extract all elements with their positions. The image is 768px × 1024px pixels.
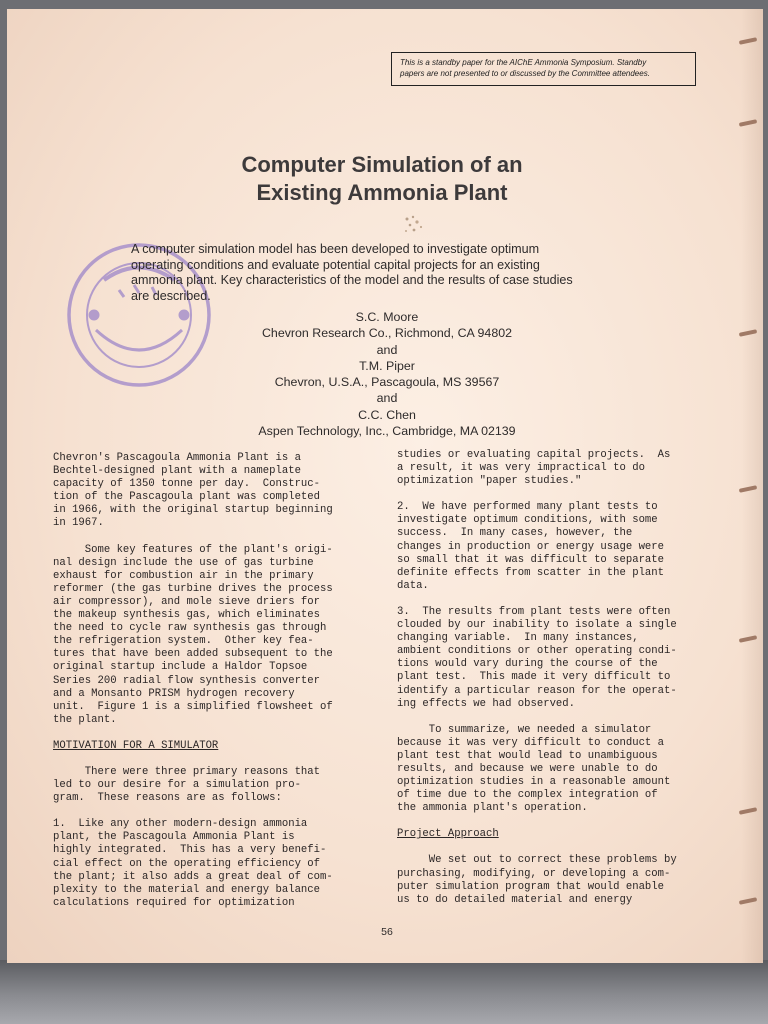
left-column <box>53 452 363 923</box>
body-paragraph: 3. The results from plant tests were often clouded by our inability to isolate a single changing variable. In many instances, ambient conditions or other operating condi- tions would vary during the course of the plant test. This made it very difficult to identify a particular reason for the operat- ing effects we had observed. <box>397 605 677 710</box>
abstract <box>131 242 621 304</box>
author-name: S.C. Moore <box>355 310 419 324</box>
notice-line: papers are not presented to or discussed by the Committee attendees. <box>400 69 650 78</box>
author-affiliation: Chevron, U.S.A., Pascagoula, MS 39567 <box>274 375 500 390</box>
author-separator: and <box>376 342 398 357</box>
body-paragraph: 1. Like any other modern-design ammonia plant, the Pascagoula Ammonia Plant is highly integrated. This has a very benefi- cial effect on the operating efficiency of the plant; it also adds a great deal of com- plexity to the material and energy balance calculations required for optimization <box>53 818 333 909</box>
body-paragraph: There were three primary reasons that led to our desire for a simulation pro- gram. These reasons are as follows: <box>53 765 321 805</box>
title-line: Existing Ammonia Plant <box>256 180 508 205</box>
abstract-line: ammonia plant. Key characteristics of the model and the results of case studies <box>131 273 573 287</box>
body-paragraph: We set out to correct these problems by purchasing, modifying, or developing a com- puter simulation program that would enable us to do detailed material and energy <box>397 854 677 906</box>
abstract-line: are described. <box>131 288 211 303</box>
section-heading: Project Approach <box>397 828 499 841</box>
author-block <box>157 309 617 439</box>
author-name: T.M. Piper <box>359 358 415 373</box>
standby-paper-notice <box>391 52 696 86</box>
notice-line: This is a standby paper for the AIChE Ammonia Symposium. Standby <box>400 58 647 67</box>
right-column <box>397 449 707 920</box>
scanner-background <box>0 960 768 1024</box>
abstract-line: A computer simulation model has been developed to investigate optimum <box>131 242 540 256</box>
author-affiliation: Aspen Technology, Inc., Cambridge, MA 02139 <box>258 424 516 439</box>
ink-speckle <box>399 209 429 239</box>
author-affiliation: Chevron Research Co., Richmond, CA 94802 <box>261 326 512 341</box>
document-page <box>7 9 763 963</box>
author-separator: and <box>376 391 398 406</box>
page-number: 56 <box>381 926 393 938</box>
title-line: Computer Simulation of an <box>241 152 523 177</box>
paper-title <box>157 151 607 207</box>
body-paragraph: 2. We have performed many plant tests to investigate optimum conditions, with some success. In many cases, however, the changes in production or energy usage were so small that it was difficult to separate definite effects from scatter in the plant data. <box>397 501 665 592</box>
body-paragraph: Chevron's Pascagoula Ammonia Plant is a Bechtel-designed plant with a nameplate capacity of 1350 tonne per day. Construc- tion of the Pascagoula plant was completed in 1966, with the original startup beginning in 1967. <box>53 452 333 530</box>
body-paragraph: Some key features of the plant's origi- nal design include the use of gas turbine exhaust for combustion air in the primary reformer (the gas turbine drives the process air compressor), and mole sieve driers for the makeup synthesis gas, which eliminates the need to cycle raw synthesis gas through the refrigeration system. Other key fea- tures that have been added subsequent to the original startup include a Haldor Topsoe Series 200 radial flow synthesis converter and a Monsanto PRISM hydrogen recovery unit. Figure 1 is a simplified flowsheet of the plant. <box>53 543 333 726</box>
body-paragraph: studies or evaluating capital projects. As a result, it was very impractical to do optimization "paper studies." <box>397 449 671 488</box>
author-name: C.C. Chen <box>358 407 416 422</box>
body-paragraph: To summarize, we needed a simulator because it was very difficult to conduct a plant test that would lead to unambiguous results, and because we were unable to do optimization studies in a reasonable amount of time due to the complex integration of the ammonia plant's operation. <box>397 723 671 815</box>
abstract-line: operating conditions and evaluate potential capital projects for an existing <box>131 257 540 272</box>
section-heading: MOTIVATION FOR A SIMULATOR <box>53 739 219 752</box>
